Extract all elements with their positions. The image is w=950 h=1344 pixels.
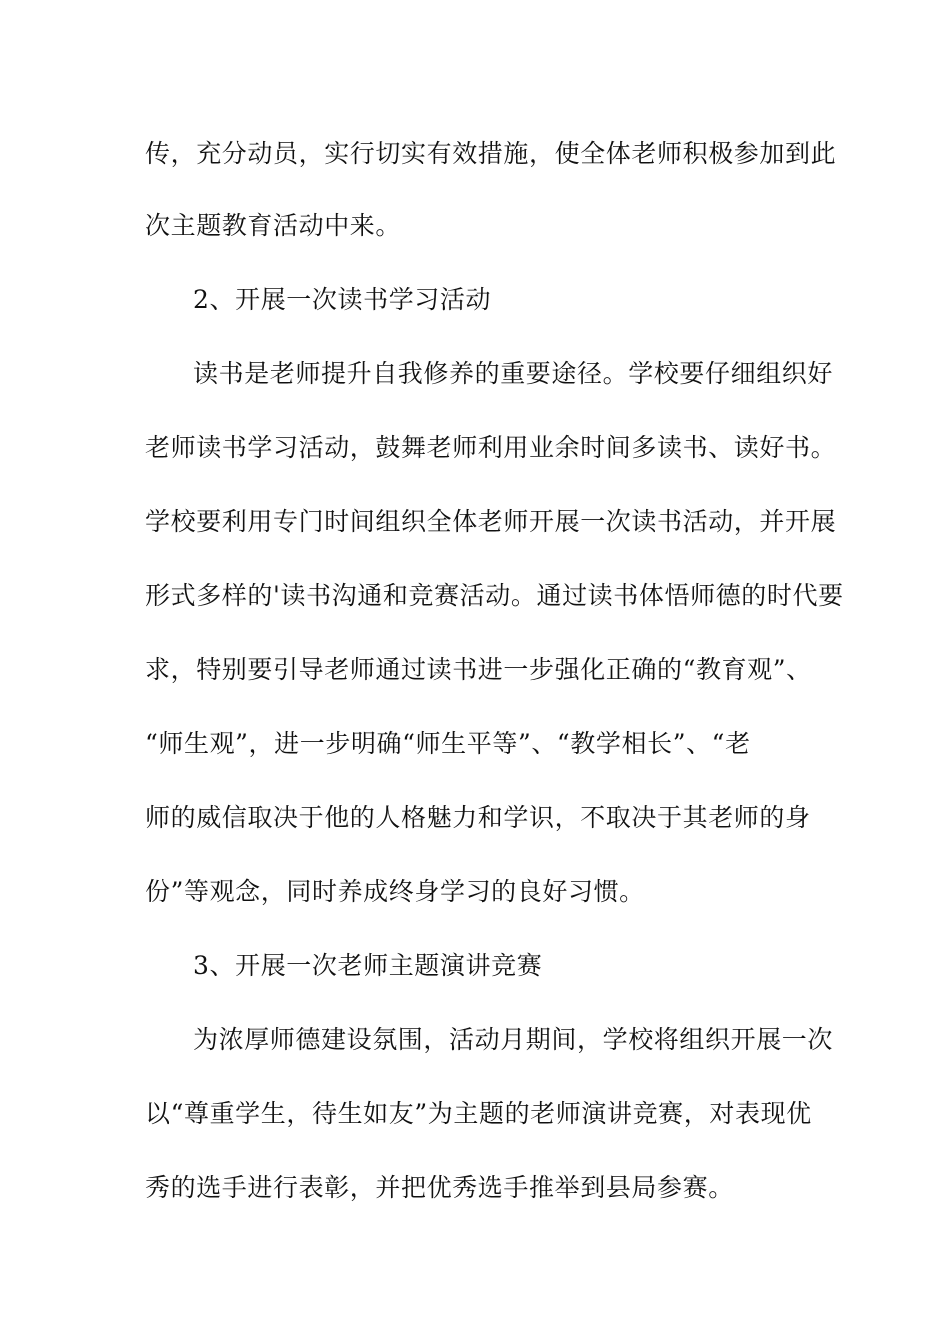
paragraph-line: 份”等观念，同时养成终身学习的良好习惯。 [145, 877, 645, 906]
paragraph-line: 以“尊重学生，待生如友”为主题的老师演讲竞赛，对表现优 [145, 1099, 812, 1128]
paragraph-line: 求，特别要引导老师通过读书进一步强化正确的“教育观”、 [145, 655, 812, 684]
paragraph-line: 秀的选手进行表彰，并把优秀选手推举到县局参赛。 [145, 1173, 734, 1202]
paragraph-line: 传，充分动员，实行切实有效措施，使全体老师积极参加到此 [145, 139, 837, 168]
paragraph-line: 为浓厚师德建设氛围，活动月期间，学校将组织开展一次 [193, 1025, 834, 1054]
paragraph-line: 老师读书学习活动，鼓舞老师利用业余时间多读书、读好书。 [145, 433, 837, 462]
paragraph-line: “师生观”，进一步明确“师生平等”、“教学相长”、“老 [145, 729, 751, 758]
paragraph-line: 读书是老师提升自我修养的重要途径。学校要仔细组织好 [193, 359, 834, 388]
paragraph-line: 形式多样的'读书沟通和竞赛活动。通过读书体悟师德的时代要 [145, 581, 844, 610]
section-heading: 2、开展一次读书学习活动 [193, 285, 492, 314]
paragraph-line: 学校要利用专门时间组织全体老师开展一次读书活动，并开展 [145, 507, 837, 536]
paragraph-line: 次主题教育活动中来。 [145, 211, 402, 240]
paragraph-line: 师的威信取决于他的人格魅力和学识，不取决于其老师的身 [145, 803, 811, 832]
section-heading: 3、开展一次老师主题演讲竞赛 [193, 951, 543, 980]
